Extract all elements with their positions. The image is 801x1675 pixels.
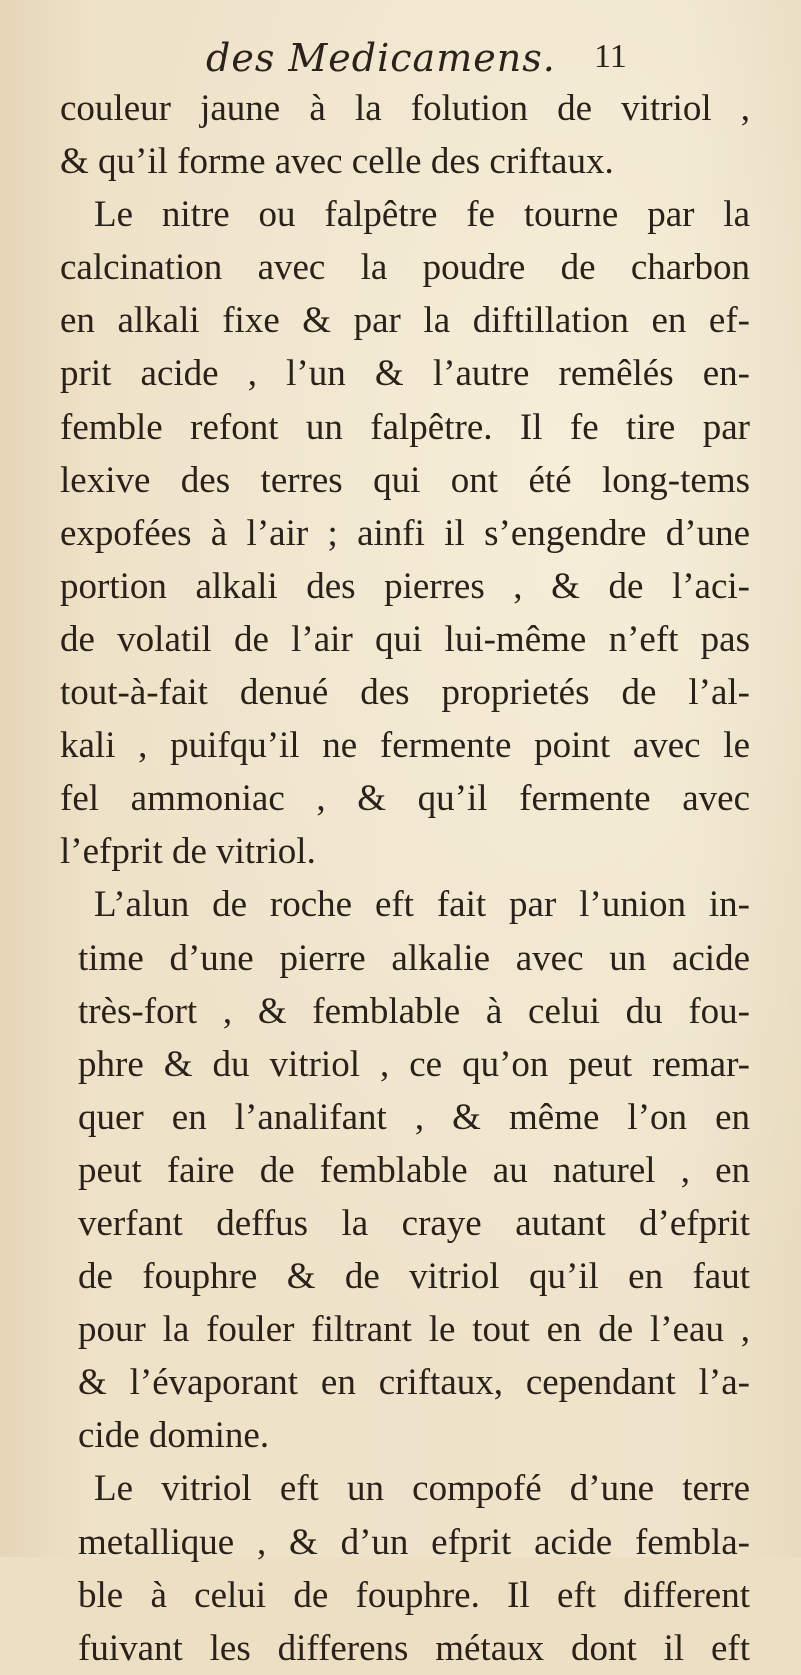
text-line: femble refont un falpêtre. Il fe tire par — [60, 406, 750, 448]
text-line: tout-à-fait denué des proprietés de l’al- — [60, 672, 750, 714]
text-line: quer en l’analifant , & même l’on en — [78, 1096, 750, 1138]
text-line: verfant deffus la craye autant d’efprit — [78, 1202, 750, 1244]
text-line: très-fort , & femblable à celui du fou- — [78, 990, 750, 1032]
text-line: lexive des terres qui ont été long-tems — [60, 459, 750, 501]
text-line: prit acide , l’un & l’autre remêlés en- — [60, 353, 750, 395]
text-line: expofées à l’air ; ainfi il s’engendre d’une — [60, 512, 750, 554]
text-line: fuivant les differens métaux dont il eft — [78, 1627, 750, 1669]
text-line: fel ammoniac , & qu’il fermente avec — [60, 778, 750, 820]
text-line: Le vitriol eft un compofé d’une terre — [94, 1468, 750, 1510]
page-number: 11 — [594, 38, 627, 75]
text-line: calcination avec la poudre de charbon — [60, 247, 750, 289]
text-line: portion alkali des pierres , & de l’aci- — [60, 565, 750, 607]
text-line: phre & du vitriol , ce qu’on peut remar- — [78, 1043, 750, 1085]
text-line: metallique , & d’un efprit acide fembla- — [78, 1521, 750, 1563]
text-line: & qu’il forme avec celle des criftaux. — [60, 141, 614, 183]
text-line: l’efprit de vitriol. — [60, 831, 316, 873]
text-line: cide domine. — [78, 1415, 270, 1457]
text-line: couleur jaune à la folution de vitriol , — [60, 88, 750, 129]
text-line: time d’une pierre alkalie avec un acide — [78, 937, 750, 979]
text-line: Le nitre ou falpêtre fe tourne par la — [94, 194, 750, 236]
running-head — [0, 18, 801, 78]
text-body — [60, 82, 750, 1675]
text-line: de volatil de l’air qui lui-même n’eft pas — [60, 618, 750, 660]
text-line: peut faire de femblable au naturel , en — [78, 1149, 750, 1191]
text-line: de fouphre & de vitriol qu’il en faut — [78, 1256, 750, 1298]
text-line: & l’évaporant en criftaux, cependant l’a- — [78, 1362, 750, 1404]
text-line: pour la fouler filtrant le tout en de l’eau , — [78, 1309, 750, 1351]
text-line: ble à celui de fouphre. Il eft different — [78, 1574, 750, 1616]
text-line: en alkali fixe & par la diftillation en ef- — [60, 300, 750, 342]
text-line: kali , puifqu’il ne fermente point avec le — [60, 725, 750, 767]
running-title: des Medicamens. — [206, 36, 556, 80]
text-line: L’alun de roche eft fait par l’union in- — [94, 884, 750, 926]
